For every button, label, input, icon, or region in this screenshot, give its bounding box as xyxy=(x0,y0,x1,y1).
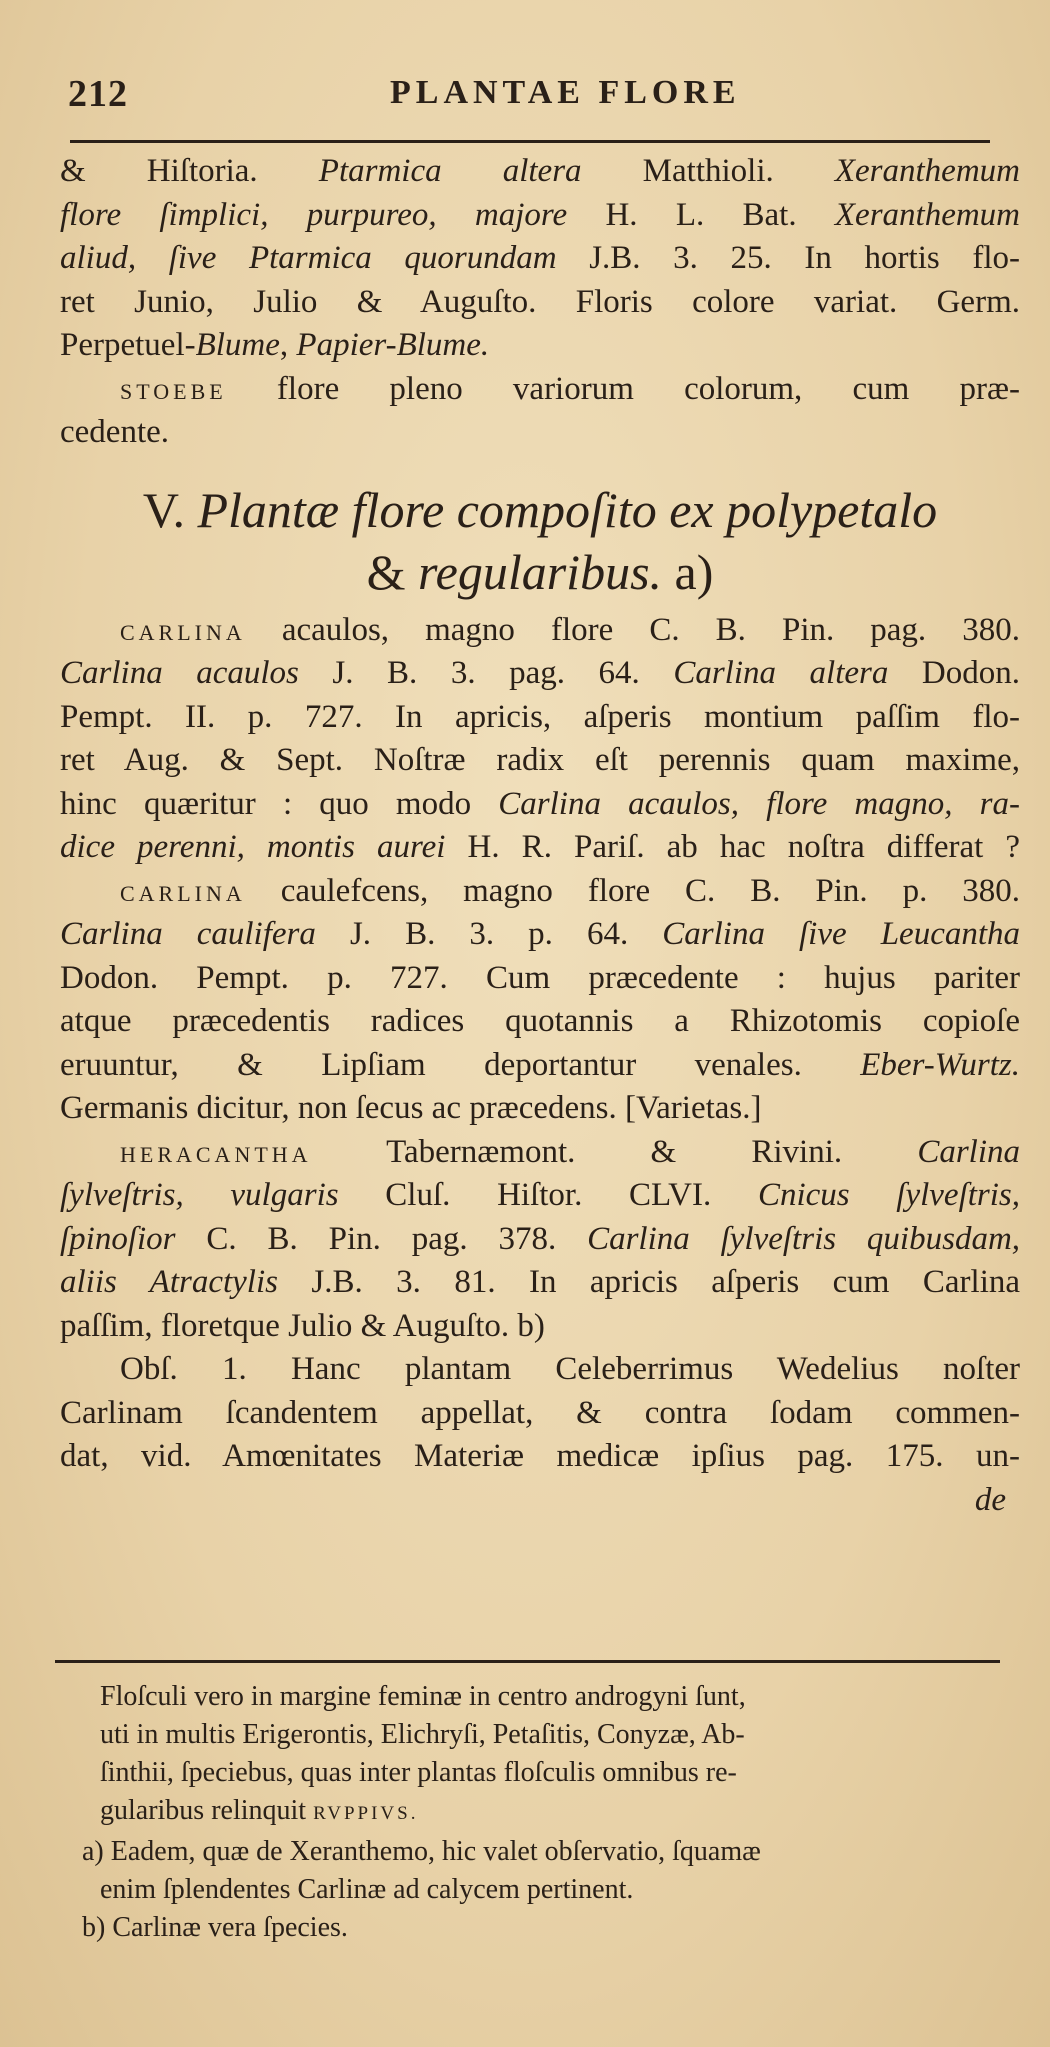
text-line: Carlinam ſcandentem appellat, & contra ſodam commen- xyxy=(60,1394,1020,1431)
footnote-line: Floſculi vero in margine feminæ in centro androgyni ſunt, xyxy=(100,1681,746,1712)
footnote-line: gularibus relinquit RVPPIVS. xyxy=(100,1795,419,1826)
text-line: dat, vid. Amœnitates Materiæ medicæ ipſius pag. 175. un- xyxy=(60,1438,1020,1474)
text-line: Perpetuel-Blume, Papier-Blume. xyxy=(60,327,490,363)
text-line: Carlina caulifera J. B. 3. p. 64. Carlina ſive Leucantha xyxy=(60,916,1020,952)
text-line: Dodon. Pempt. p. 727. Cum præcedente : hujus pariter xyxy=(60,959,1020,996)
footnote-line: ſinthii, ſpeciebus, quas inter plantas floſculis omnibus re- xyxy=(100,1757,737,1788)
text-line: hinc quæritur : quo modo Carlina acaulos, flore magno, ra- xyxy=(60,785,1020,822)
catchword: de xyxy=(974,1481,1006,1518)
text-line: atque præcedentis radices quotannis a Rhizotomis copioſe xyxy=(60,1003,1020,1039)
plant-name: CARLINA xyxy=(120,619,246,645)
text-line: aliis Atractylis J.B. 3. 81. In apricis aſperis cum Carlina xyxy=(60,1264,1020,1300)
text-line: flore ſimplici, purpureo, majore H. L. Bat. Xeranthemum xyxy=(60,196,1020,233)
section-heading-line2: & regularibus. a) xyxy=(366,543,714,600)
footnote-b: b) Carlinæ vera ſpecies. xyxy=(82,1912,348,1943)
footnote-line: uti in multis Erigerontis, Elichryſi, Petaſitis, Conyzæ, Ab- xyxy=(100,1719,745,1750)
text-line: & Hiſtoria. Ptarmica altera Matthioli. Xeranthemum xyxy=(60,153,1020,189)
text-line: Germanis dicitur, non ſecus ac præcedens. [Varietas.] xyxy=(60,1090,762,1126)
plant-name: CARLINA xyxy=(120,880,246,906)
entry-carlina-caulescens: CARLINA caulefcens, magno flore C. B. Pin. p. 380. xyxy=(120,872,1020,909)
header-rule xyxy=(70,140,990,143)
text-line: aliud, ſive Ptarmica quorundam J.B. 3. 25. In hortis flo- xyxy=(60,240,1020,276)
text-line: paſſim, floretque Julio & Auguſto. b) xyxy=(60,1307,545,1344)
text-line: ret Junio, Julio & Auguſto. Floris colore variat. Germ. xyxy=(60,283,1020,320)
footnote-line: enim ſplendentes Carlinæ ad calycem pertinent. xyxy=(100,1874,634,1905)
text-line: dice perenni, montis aurei H. R. Pariſ. ab hac noſtra differat ? xyxy=(60,829,1020,865)
section-heading: V. Plantæ flore compoſito ex polypetalo xyxy=(142,481,938,538)
footnote-ref: a) xyxy=(674,543,714,600)
text-line: ſylveſtris, vulgaris Cluſ. Hiſtor. CLVI. Cnicus ſylveſtris, xyxy=(60,1177,1020,1213)
text-line: Carlina acaulos J. B. 3. pag. 64. Carlina altera Dodon. xyxy=(60,655,1020,691)
footnote-a: a) Eadem, quæ de Xeranthemo, hic valet obſervatio, ſquamæ xyxy=(82,1836,761,1867)
entry-stoebe: STOEBE flore pleno variorum colorum, cum præ- xyxy=(120,370,1020,407)
observation: Obſ. 1. Hanc plantam Celeberrimus Wedelius noſter xyxy=(120,1351,1020,1387)
footnotes xyxy=(82,1678,1000,1947)
text-line: ſpinoſior C. B. Pin. pag. 378. Carlina ſylveſtris quibusdam, xyxy=(60,1220,1020,1257)
text-line: Pempt. II. p. 727. In apricis, aſperis montium paſſim flo- xyxy=(60,698,1020,735)
main-text xyxy=(60,150,1020,1522)
footnote-rule xyxy=(55,1660,1000,1663)
plant-name: HERACANTHA xyxy=(120,1141,312,1167)
text-line: ret Aug. & Sept. Noſtræ radix eſt perennis quam maxime, xyxy=(60,742,1020,778)
running-title: PLANTAE FLORE xyxy=(390,74,741,111)
running-header xyxy=(60,72,1000,128)
text-line: cedente. xyxy=(60,414,170,450)
text-line: eruuntur, & Lipſiam deportantur venales. Eber-Wurtz. xyxy=(60,1046,1020,1083)
page-number: 212 xyxy=(68,73,128,115)
plant-name: STOEBE xyxy=(120,378,227,404)
entry-heracantha: HERACANTHA Tabernæmont. & Rivini. Carlina xyxy=(120,1133,1020,1170)
entry-carlina-acaulos: CARLINA acaulos, magno flore C. B. Pin. pag. 380. xyxy=(120,611,1020,648)
